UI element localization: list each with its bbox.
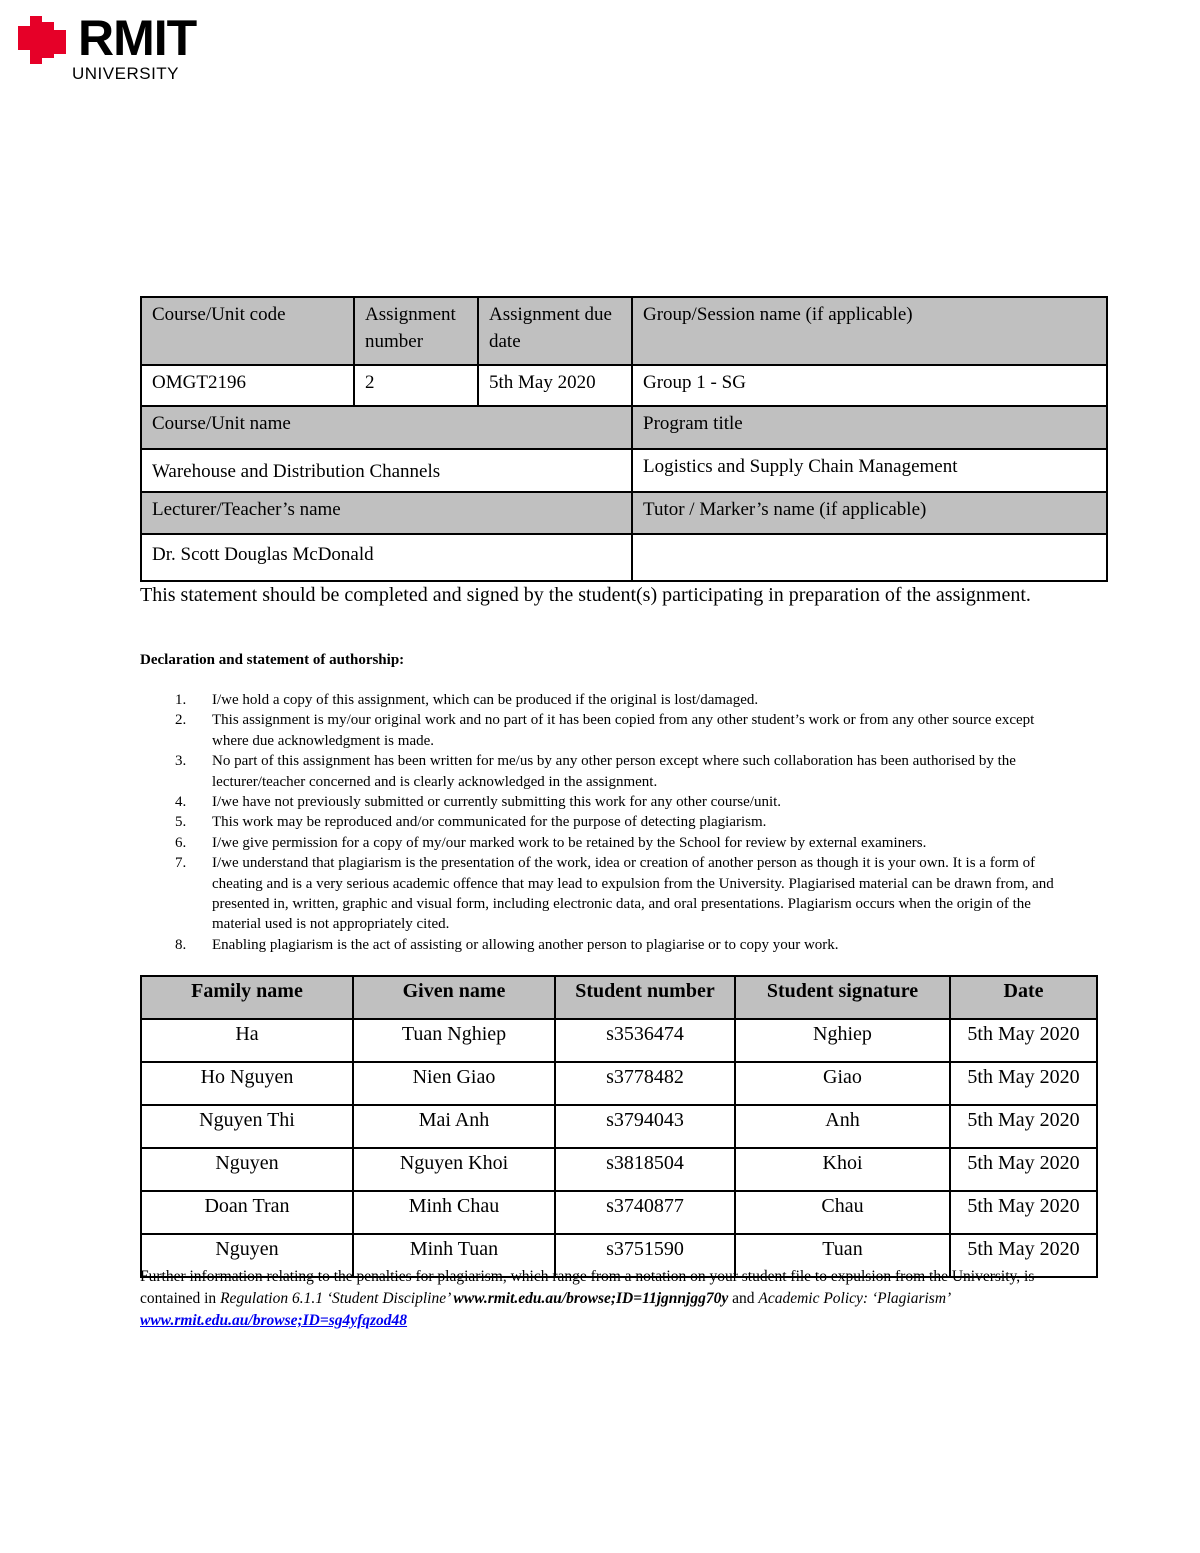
assignment-info-table — [140, 296, 1108, 582]
group-header: Group/Session name (if applicable) — [632, 297, 1107, 365]
signature-cell: Nghiep — [735, 1019, 950, 1062]
student-number-cell: s3536474 — [555, 1019, 735, 1062]
table-row — [141, 1148, 1097, 1191]
regulation-reference: Regulation 6.1.1 ‘Student Discipline’ — [220, 1290, 454, 1307]
date-cell: 5th May 2020 — [950, 1191, 1097, 1234]
family-name-cell: Nguyen Thi — [141, 1105, 353, 1148]
given-name-cell: Nguyen Khoi — [353, 1148, 555, 1191]
student-number-cell: s3794043 — [555, 1105, 735, 1148]
lecturer-header: Lecturer/Teacher’s name — [141, 492, 632, 534]
assignment-due-header: Assignment due date — [478, 297, 632, 365]
header-date: Date — [950, 976, 1097, 1019]
student-table — [140, 975, 1098, 1278]
declaration-list — [140, 690, 1060, 955]
course-name-header: Course/Unit name — [141, 406, 632, 449]
given-name-cell: Minh Chau — [353, 1191, 555, 1234]
assignment-number-header: Assignment number — [354, 297, 478, 365]
given-name-cell: Tuan Nghiep — [353, 1019, 555, 1062]
plagiarism-footer: Further information relating to the penalties for plagiarism, which range from a notation on your student file to expulsion from the University, is contained in Regulation 6.1.1 ‘Student Discipline’ www.rmit.edu.au/browse;ID=11jgnnjgg70y and Academic Policy: ‘Plagiarism’ www.rmit.edu.au/browse;ID=sg4yfqzod48 — [140, 1268, 1035, 1329]
plagiarism-policy-link[interactable]: www.rmit.edu.au/browse;ID=sg4yfqzod48 — [140, 1312, 408, 1329]
regulation-url: www.rmit.edu.au/browse;ID=11jgnnjgg70y — [453, 1290, 729, 1307]
header-given-name: Given name — [353, 976, 555, 1019]
declaration-item: 8. Enabling plagiarism is the act of assisting or allowing another person to plagiarise or to copy your work. — [175, 936, 839, 953]
course-name-value: Warehouse and Distribution Channels — [141, 449, 632, 492]
student-number-cell: s3818504 — [555, 1148, 735, 1191]
logo-subtitle: UNIVERSITY — [72, 64, 180, 83]
given-name-cell: Mai Anh — [353, 1105, 555, 1148]
tutor-value — [632, 534, 1107, 581]
group-value: Group 1 - SG — [632, 365, 1107, 406]
signature-cell: Khoi — [735, 1148, 950, 1191]
assignment-due-value: 5th May 2020 — [478, 365, 632, 406]
signature-cell: Anh — [735, 1105, 950, 1148]
declaration-item: 6. I/we give permission for a copy of my/our marked work to be retained by the School for review by external examiners. — [175, 834, 927, 851]
table-row — [141, 1191, 1097, 1234]
date-cell: 5th May 2020 — [950, 1234, 1097, 1277]
student-number-cell: s3740877 — [555, 1191, 735, 1234]
student-number-cell: s3778482 — [555, 1062, 735, 1105]
assignment-number-value: 2 — [354, 365, 478, 406]
rmit-logo — [16, 10, 216, 84]
declaration-item: 3. No part of this assignment has been written for me/us by any other person except where such collaboration has been authorised by the lecturer/teacher concerned and is clearly acknowledged in the assignment. — [175, 753, 1016, 790]
date-cell: 5th May 2020 — [950, 1062, 1097, 1105]
rmit-pixel-logo-icon — [16, 16, 70, 66]
family-name-cell: Nguyen — [141, 1148, 353, 1191]
family-name-cell: Nguyen — [141, 1234, 353, 1277]
header-family-name: Family name — [141, 976, 353, 1019]
declaration-item: 1. I/we hold a copy of this assignment, which can be produced if the original is lost/damaged. — [175, 692, 759, 708]
declaration-title: Declaration and statement of authorship: — [140, 652, 405, 668]
program-title-header: Program title — [632, 406, 1107, 449]
declaration-item: 2. This assignment is my/our original work and no part of it has been copied from any other student’s work or from any other source except where due acknowledgment is made. — [175, 712, 1035, 749]
statement-text: This statement should be completed and signed by the student(s) participating in preparation of the assignment. — [140, 584, 1031, 606]
date-cell: 5th May 2020 — [950, 1148, 1097, 1191]
date-cell: 5th May 2020 — [950, 1105, 1097, 1148]
table-row — [141, 1019, 1097, 1062]
declaration-item: 7. I/we understand that plagiarism is the presentation of the work, idea or creation of another person as though it is your own. It is a form of cheating and is a very serious academic offence that may lead to expulsion from the University. Plagiarised material can be drawn from, and presented in, written, graphic and visual form, including electronic data, and oral presentations. Plagiarism occurs when the origin of the material used is not appropriately cited. — [175, 855, 1054, 933]
family-name-cell: Ha — [141, 1019, 353, 1062]
declaration-item: 5. This work may be reproduced and/or communicated for the purpose of detecting plagiarism. — [175, 814, 767, 831]
lecturer-value: Dr. Scott Douglas McDonald — [141, 534, 632, 581]
signature-cell: Chau — [735, 1191, 950, 1234]
logo-wordmark: RMIT — [78, 10, 197, 66]
table-row — [141, 1105, 1097, 1148]
signature-cell: Tuan — [735, 1234, 950, 1277]
table-row — [141, 1062, 1097, 1105]
course-code-header: Course/Unit code — [141, 297, 354, 365]
declaration-item: 4. I/we have not previously submitted or currently submitting this work for any other course/unit. — [175, 794, 782, 811]
signature-cell: Giao — [735, 1062, 950, 1105]
date-cell: 5th May 2020 — [950, 1019, 1097, 1062]
policy-reference: Academic Policy: ‘Plagiarism’ — [758, 1290, 950, 1307]
header-student-signature: Student signature — [735, 976, 950, 1019]
tutor-header: Tutor / Marker’s name (if applicable) — [632, 492, 1107, 534]
header-student-number: Student number — [555, 976, 735, 1019]
family-name-cell: Ho Nguyen — [141, 1062, 353, 1105]
given-name-cell: Minh Tuan — [353, 1234, 555, 1277]
course-code-value: OMGT2196 — [141, 365, 354, 406]
program-title-value: Logistics and Supply Chain Management — [632, 449, 1107, 492]
family-name-cell: Doan Tran — [141, 1191, 353, 1234]
given-name-cell: Nien Giao — [353, 1062, 555, 1105]
student-number-cell: s3751590 — [555, 1234, 735, 1277]
